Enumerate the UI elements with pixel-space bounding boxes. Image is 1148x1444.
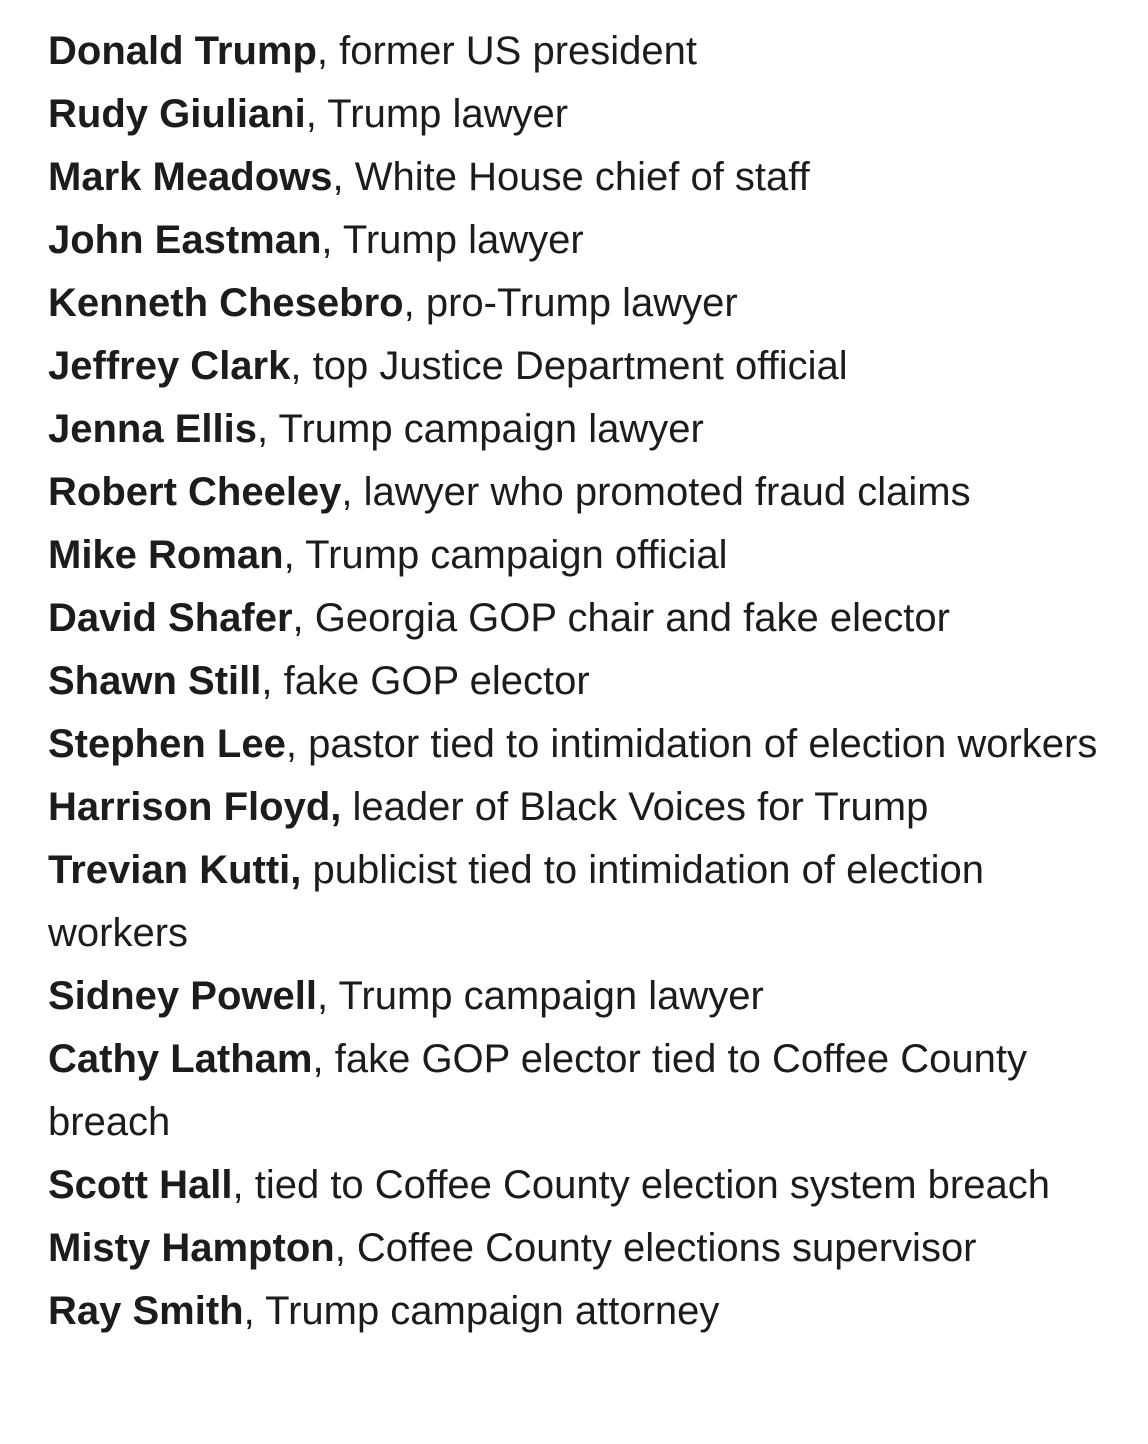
list-item (48, 965, 1108, 1028)
list-item (48, 1028, 1108, 1154)
list-item (48, 1217, 1108, 1280)
list-item (48, 20, 1108, 83)
person-description: , fake GOP elector (261, 659, 590, 703)
person-name: Jenna Ellis (48, 407, 257, 451)
person-description: , Trump lawyer (321, 218, 584, 262)
list-item (48, 398, 1108, 461)
list-item (48, 335, 1108, 398)
person-description: , tied to Coffee County election system breach (232, 1163, 1050, 1207)
person-description: , Trump lawyer (305, 92, 569, 136)
person-name: Mark Meadows (48, 155, 333, 199)
list-item (48, 776, 1108, 839)
person-name: Trevian Kutti, (48, 848, 302, 892)
list-item (48, 1154, 1108, 1217)
list-item (48, 1280, 1108, 1343)
person-name: David Shafer (48, 596, 293, 640)
list-item (48, 209, 1108, 272)
person-description: , lawyer who promoted fraud claims (341, 470, 971, 514)
list-item (48, 146, 1108, 209)
person-description: , White House chief of staff (332, 155, 810, 199)
person-description: , Trump campaign lawyer (316, 974, 764, 1018)
person-name: Robert Cheeley (48, 470, 342, 514)
person-description: , pastor tied to intimidation of election workers (285, 722, 1098, 766)
list-item (48, 713, 1108, 776)
person-description: , Trump campaign attorney (243, 1289, 720, 1333)
person-description: publicist tied to intimidation of election workers (48, 848, 984, 955)
person-name: Ray Smith (48, 1289, 244, 1333)
list-item (48, 650, 1108, 713)
person-name: Mike Roman (48, 533, 284, 577)
person-name: Sidney Powell (48, 974, 317, 1018)
person-description: , pro-Trump lawyer (403, 281, 738, 325)
person-description: , Trump campaign lawyer (256, 407, 704, 451)
defendant-list (48, 20, 1108, 1343)
person-name: Stephen Lee (48, 722, 286, 766)
person-description: , former US president (316, 29, 698, 73)
person-description: , Georgia GOP chair and fake elector (292, 596, 950, 640)
person-description: , Coffee County elections supervisor (334, 1226, 977, 1270)
person-name: Kenneth Chesebro (48, 281, 404, 325)
list-item (48, 461, 1108, 524)
person-name: Cathy Latham (48, 1037, 313, 1081)
person-name: Harrison Floyd, (48, 785, 342, 829)
person-description: , fake GOP elector tied to Coffee County breach (48, 1037, 1027, 1144)
person-name: Shawn Still (48, 659, 262, 703)
list-item (48, 83, 1108, 146)
person-description: leader of Black Voices for Trump (341, 785, 929, 829)
person-description: , top Justice Department official (290, 344, 848, 388)
list-item (48, 272, 1108, 335)
list-item (48, 587, 1108, 650)
person-description: , Trump campaign official (283, 533, 728, 577)
person-name: Misty Hampton (48, 1226, 335, 1270)
person-name: Scott Hall (48, 1163, 233, 1207)
list-item (48, 839, 1108, 965)
person-name: John Eastman (48, 218, 322, 262)
person-name: Donald Trump (48, 29, 317, 73)
person-name: Rudy Giuliani (48, 92, 306, 136)
person-name: Jeffrey Clark (48, 344, 291, 388)
list-item (48, 524, 1108, 587)
